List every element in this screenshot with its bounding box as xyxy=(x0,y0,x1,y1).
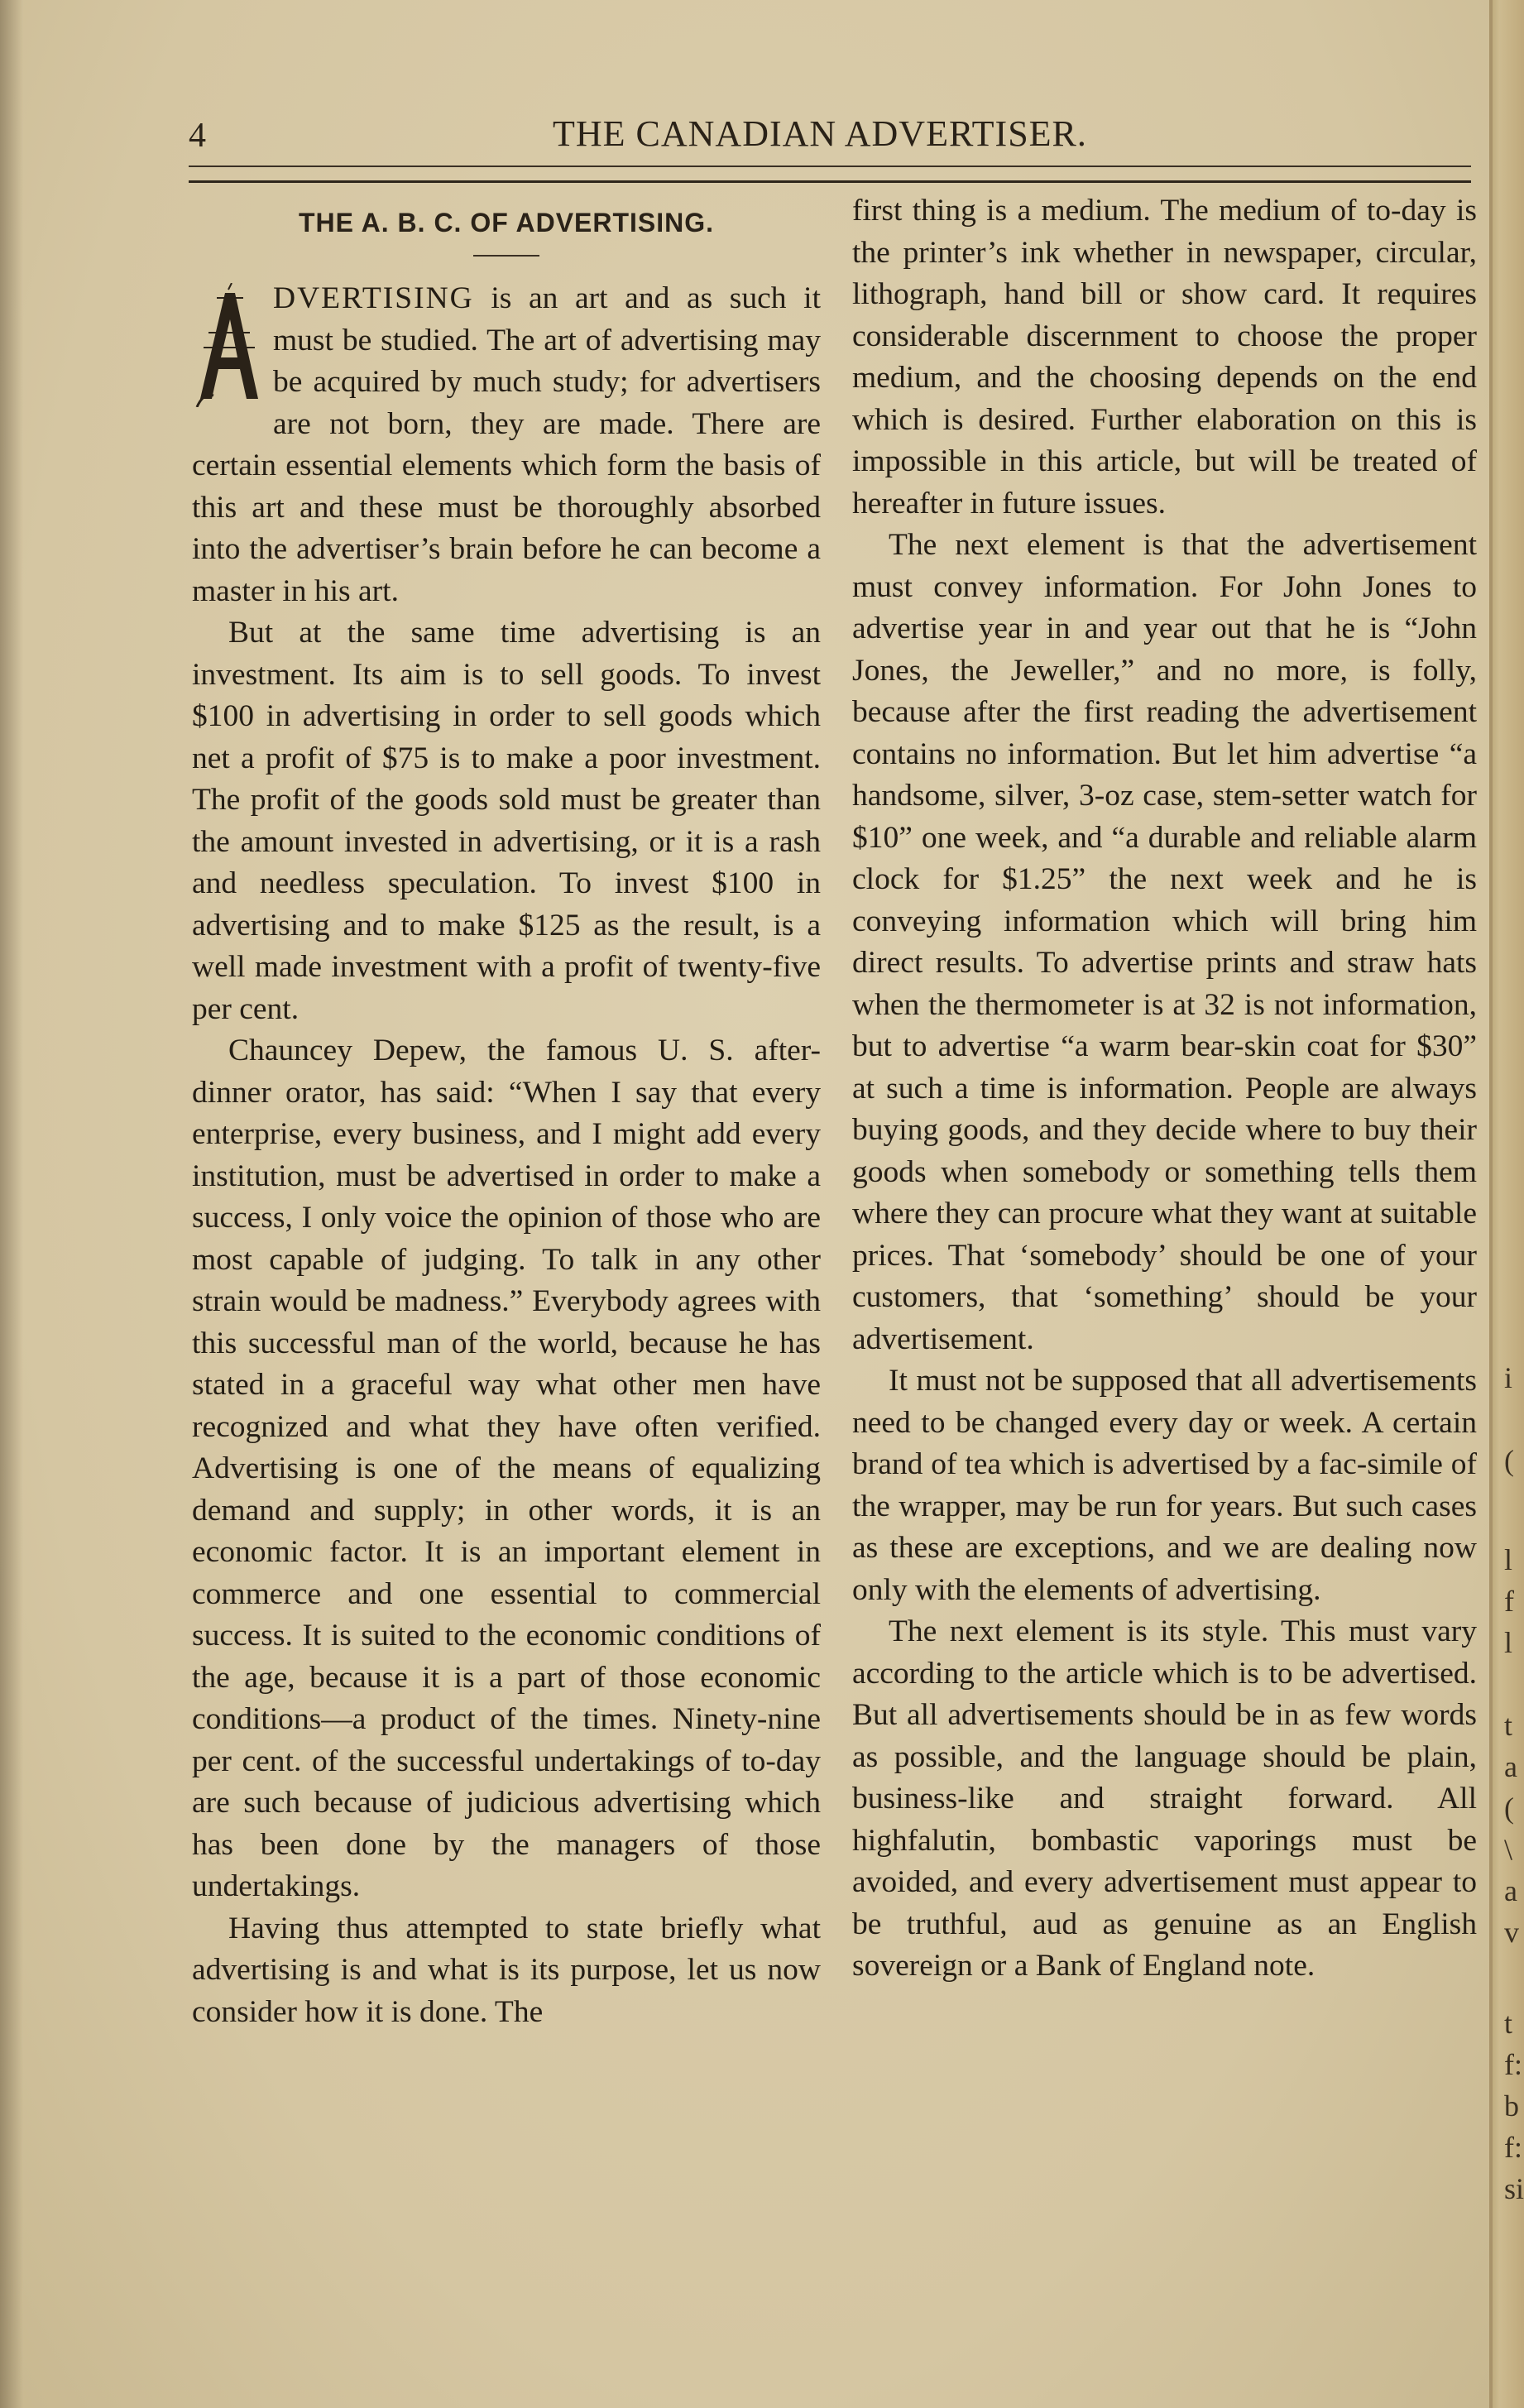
edge-fragment: f xyxy=(1504,1585,1514,1618)
article-title: THE A. B. C. OF ADVERTISING. xyxy=(298,208,715,237)
edge-fragment: f: xyxy=(1504,2131,1522,2164)
edge-fragment: ( xyxy=(1504,1792,1514,1825)
paragraph-medium: first thing is a medium. The medium of to-day is the printer’s ink whether in newspaper, circular, lithograph, hand bill or show card. It requires considerable discernment to choose the proper medium, and the choosing depends on the end which is desired. Further elaboration on this is impossible in this article, but will be treated of hereafter in future issues. xyxy=(852,194,1477,520)
edge-fragment: f: xyxy=(1504,2048,1522,2081)
edge-fragment: a xyxy=(1504,1750,1517,1783)
edge-fragment: i xyxy=(1504,1361,1513,1394)
edge-fragment: \ xyxy=(1504,1833,1513,1866)
intro-text: is an art and as such it must be studied. The art of advertising may be acquired by much study; for advertisers are not born, they are made. There are certain essential elements which form the basis of this art and these must be thoroughly absorbed into the advertiser’s brain before he can become a master in his art. xyxy=(192,281,821,608)
paragraph-depew: Chauncey Depew, the famous U. S. after-dinner orator, has said: “When I say that every enterprise, every business, and I might add every institution, must be advertised in order to make a success, I only voice the opinion of those who are most capable of judging. To talk in any other strain would be madness.” Everybody agrees with this successful man of the world, because he has stated in a graceful way what other men have recognized and what they have often verified. Advertising is one of the means of equalizing demand and supply; in other words, it is an economic factor. It is an important element in commerce and one essential to commercial success. It is suited to the economic conditions of the age, because it is a part of those economic conditions—a product of the times. Ninety-nine per cent. of the successful undertakings of to-day are such because of judicious advertising which has been done by the managers of those undertakings. xyxy=(192,1034,821,1903)
running-title: THE CANADIAN ADVERTISER. xyxy=(553,113,1087,154)
edge-fragment: b xyxy=(1504,2089,1519,2123)
left-column xyxy=(192,190,821,2033)
page-header xyxy=(189,113,1471,165)
edge-fragment: l xyxy=(1504,1543,1513,1576)
paragraph-intro xyxy=(192,278,821,612)
header-rule-thin xyxy=(189,165,1471,167)
edge-fragment: l xyxy=(1504,1626,1513,1659)
header-rule-thick xyxy=(189,180,1471,183)
right-column xyxy=(852,190,1477,1988)
paragraph-style: The next element is its style. This must vary according to the article which is to be advertised. But all advertisements should be in as few words as possible, and the language should be plain, business-like and straight forward. All highfalutin, bombastic vaporings must be avoided, and every advertisement must appear to be truthful, aud as genuine as an English sovereign or a Bank of England note. xyxy=(852,1614,1477,1983)
edge-fragment: ( xyxy=(1504,1444,1514,1477)
paragraph-changing-ads: It must not be supposed that all advertisements need to be changed every day or week. A certain brand of tea which is advertised by a fac-simile of the wrapper, may be run for years. But such cases as these are exceptions, and we are dealing now only with the elements of advertising. xyxy=(852,1364,1477,1607)
binding-shadow xyxy=(0,0,23,2408)
paragraph-transition: Having thus attempted to state briefly what advertising is and what is its purpose, let us now consider how it is done. The xyxy=(192,1911,821,2029)
drop-cap-a xyxy=(192,283,265,407)
lead-word: DVERTISING xyxy=(273,281,474,315)
edge-fragment: t xyxy=(1504,1709,1513,1742)
page-fold xyxy=(1489,0,1493,2408)
paragraph-information: The next element is that the advertisement must convey information. For John Jones to advertise year in and year out that he is “John Jones, the Jeweller,” and no more, is folly, because after the first reading the advertisement contains no information. But let him advertise “a handsome, silver, 3-oz case, stem-setter watch for $10” one week, and “a durable and reliable alarm clock for $1.25” the next week and he is conveying information which will bring him direct results. To advertise prints and straw hats when the thermometer is at 32 is not information, but to advertise “a warm bear-skin coat for $30” at such a time is information. People are always buying goods, and they decide where to buy their goods when somebody or something tells them where they can procure what they want at suitable prices. That ‘somebody’ should be one of your customers, that ‘something’ should be your advertisement. xyxy=(852,528,1477,1356)
drop-cap-glyph xyxy=(192,283,265,407)
edge-fragment: t xyxy=(1504,2007,1513,2040)
edge-fragment: v xyxy=(1504,1916,1519,1949)
page-number: 4 xyxy=(189,117,206,155)
edge-fragment: si xyxy=(1504,2172,1524,2205)
title-divider xyxy=(473,255,539,257)
edge-fragment: a xyxy=(1504,1874,1517,1907)
paragraph-investment: But at the same time advertising is an investment. Its aim is to sell goods. To invest $100 in advertising in order to sell goods which net a profit of $75 is to make a poor investment. The profit of the goods sold must be greater than the amount invested in advertising, or it is a rash and needless speculation. To invest $100 in advertising and to make $125 as the result, is a well made investment with a profit of twenty-five per cent. xyxy=(192,616,821,1026)
